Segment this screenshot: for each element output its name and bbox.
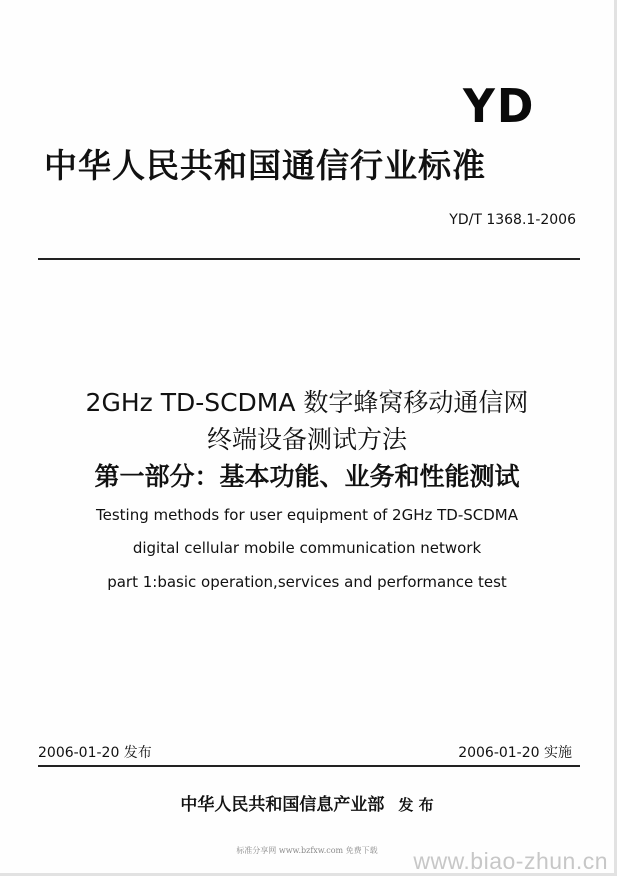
cn-title-line-1: 2GHz TD-SCDMA 数字蜂窝移动通信网 bbox=[85, 388, 529, 417]
issuer-line bbox=[0, 790, 614, 815]
en-title-line-3: part 1:basic operation,services and performance test bbox=[107, 573, 507, 591]
top-divider bbox=[38, 258, 580, 260]
yd-logo: YD bbox=[463, 80, 536, 134]
cn-title-line-2: 终端设备测试方法 bbox=[206, 425, 407, 454]
footer-note: 标准分享网 www.bzfxw.com 免费下载 bbox=[236, 846, 378, 855]
issuer-action: 发 布 bbox=[398, 796, 434, 814]
site-watermark: www.biao-zhun.cn bbox=[413, 848, 608, 874]
cn-title-line-3: 第一部分：基本功能、业务和性能测试 bbox=[94, 462, 520, 491]
standard-category-title: 中华人民共和国通信行业标准 bbox=[44, 146, 486, 185]
bottom-divider bbox=[38, 765, 580, 767]
en-title-line-1: Testing methods for user equipment of 2GHz TD-SCDMA bbox=[95, 506, 519, 524]
en-title-line-2: digital cellular mobile communication network bbox=[132, 539, 482, 557]
effective-date: 2006-01-20 实施 bbox=[458, 745, 572, 761]
issuer-name: 中华人民共和国信息产业部 bbox=[180, 795, 385, 815]
standard-number: YD/T 1368.1-2006 bbox=[449, 212, 576, 228]
issue-date: 2006-01-20 发布 bbox=[38, 745, 152, 761]
